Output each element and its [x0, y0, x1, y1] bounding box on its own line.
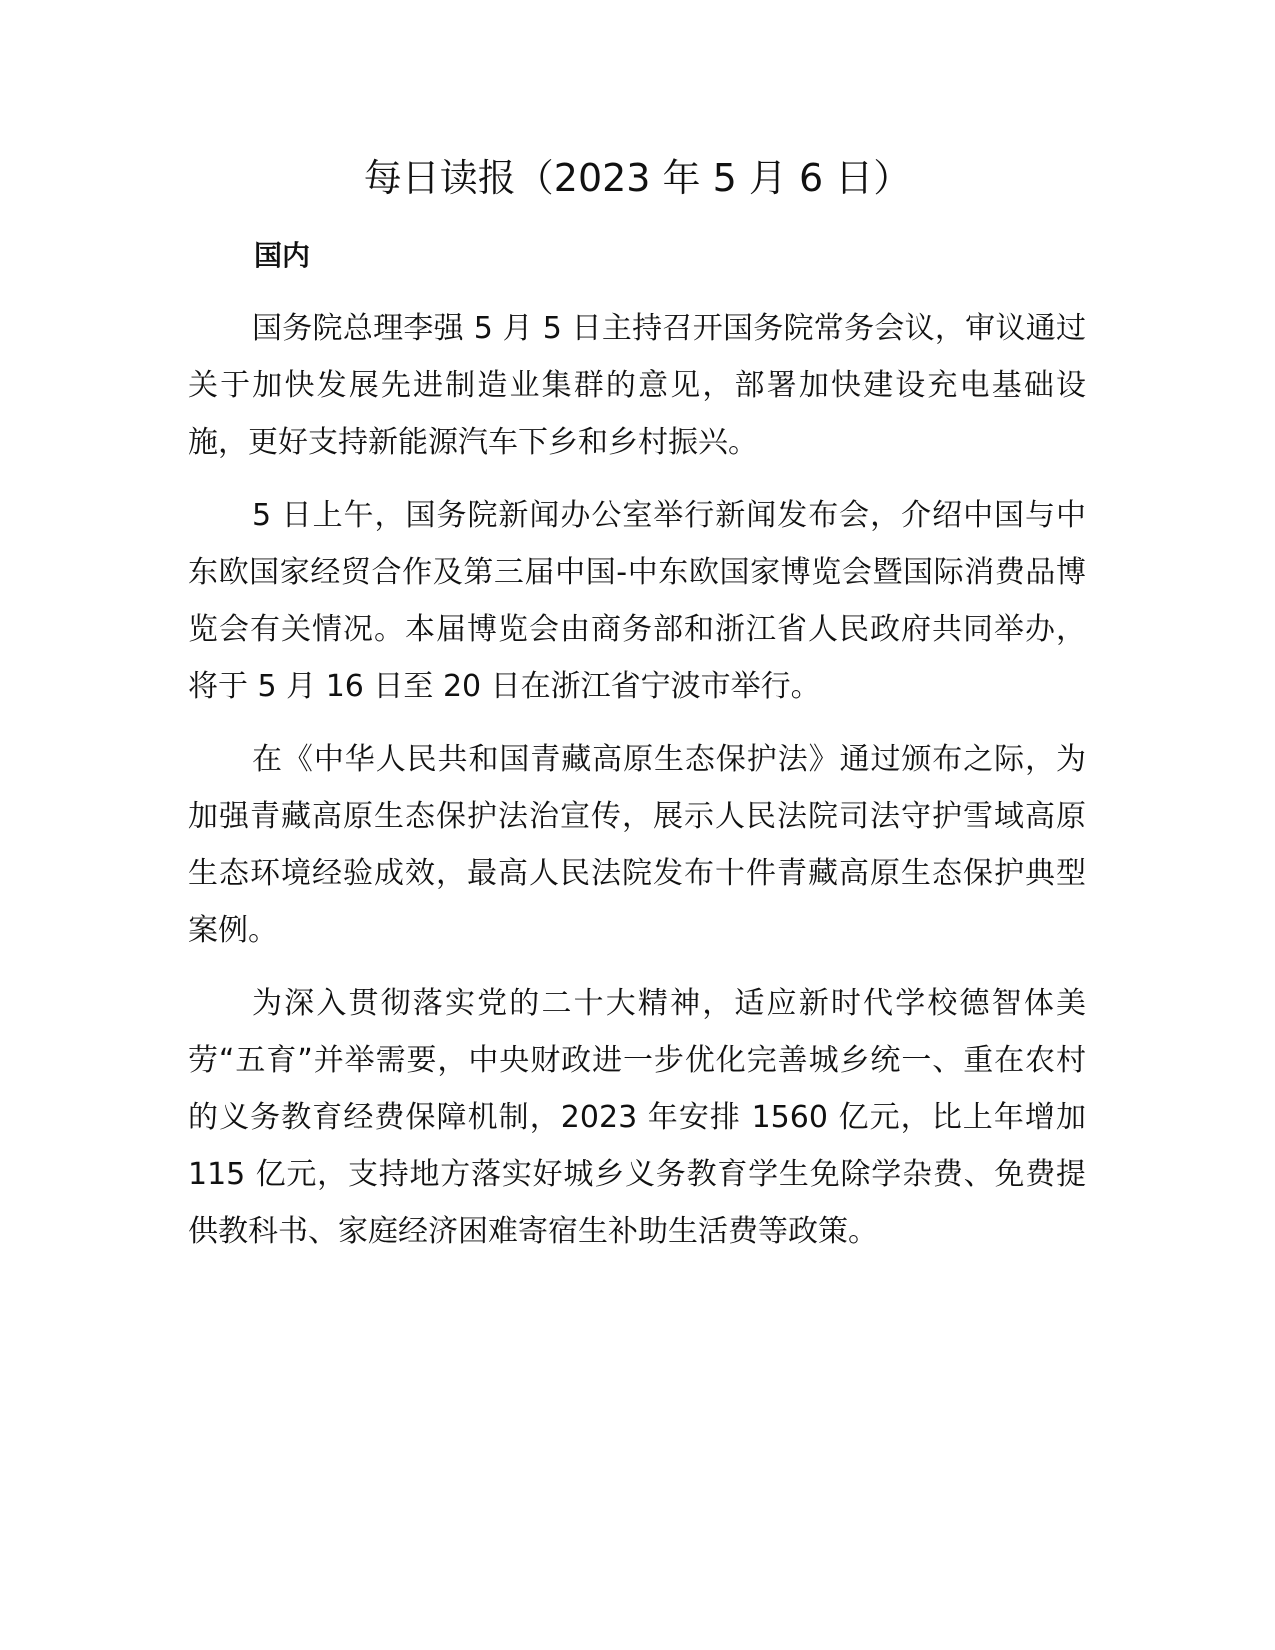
article-body: [188, 300, 1086, 1260]
paragraph-4: 为深入贯彻落实党的二十大精神，适应新时代学校德智体美劳“五育”并举需要，中央财政进一步优化完善城乡统一、重在农村的义务教育经费保障机制，2023 年安排 1560 亿元，比上年增加 115 亿元，支持地方落实好城乡义务教育学生免除学杂费、免费提供教科书、家庭经济困难寄宿生补助生活费等政策。: [188, 986, 1086, 1249]
paragraph-1: 国务院总理李强 5 月 5 日主持召开国务院常务会议，审议通过关于加快发展先进制造业集群的意见，部署加快建设充电基础设施，更好支持新能源汽车下乡和乡村振兴。: [188, 311, 1086, 460]
section-heading: 国内: [254, 239, 311, 272]
paragraph-3: 在《中华人民共和国青藏高原生态保护法》通过颁布之际，为加强青藏高原生态保护法治宣传，展示人民法院司法守护雪域高原生态环境经验成效，最高人民法院发布十件青藏高原生态保护典型案例。: [188, 742, 1086, 948]
page-title: 每日读报（2023 年 5 月 6 日）: [363, 156, 912, 200]
paragraph-2: 5 日上午，国务院新闻办公室举行新闻发布会，介绍中国与中东欧国家经贸合作及第三届中国-中东欧国家博览会暨国际消费品博览会有关情况。本届博览会由商务部和浙江省人民政府共同举办，将于 5 月 16 日至 20 日在浙江省宁波市举行。: [188, 498, 1086, 704]
